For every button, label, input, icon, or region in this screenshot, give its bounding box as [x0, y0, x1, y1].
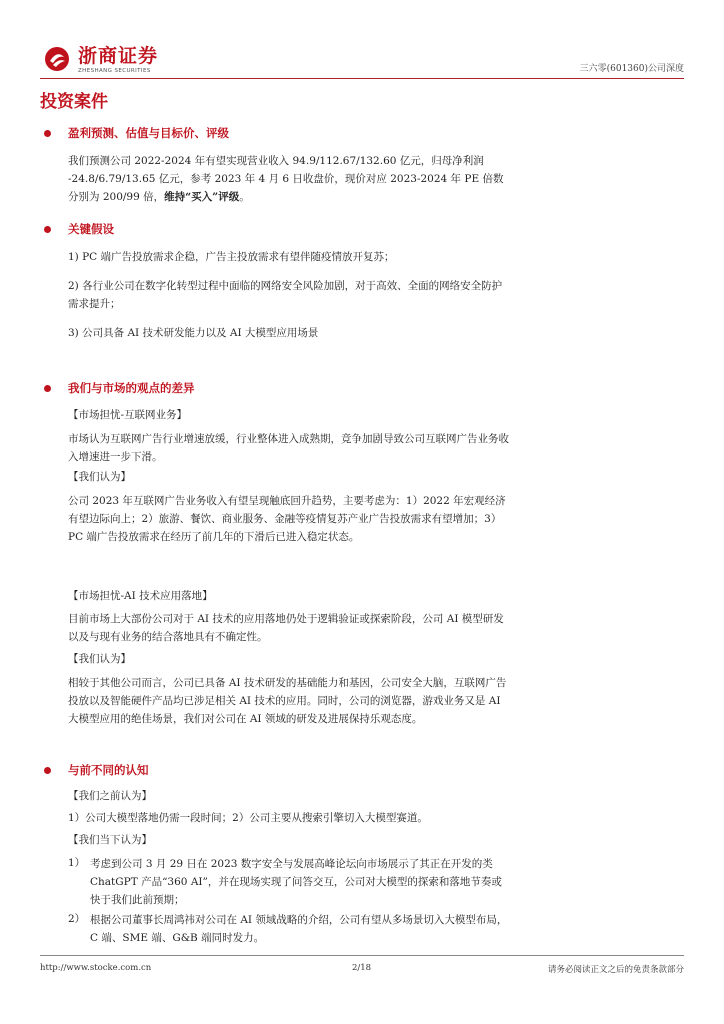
page-title: 投资案件	[40, 92, 108, 112]
section-title-new-view: 与前不同的认知	[68, 763, 149, 777]
brand-name: 浙商证券	[78, 45, 159, 67]
page-number: 2/18	[352, 963, 372, 973]
market-concern-text: 市场认为互联网广告行业增速放缓，行业整体进入成熟期，竞争加剧导致公司互联网广告业务收入增速进一步下滑。	[68, 433, 509, 463]
brand-name-en: ZHESHANG SECURITIES	[78, 68, 151, 74]
assumption-item: 3) 公司具备 AI 技术研发能力以及 AI 大模型应用场景	[68, 327, 319, 339]
disclaimer-note: 请务必阅读正文之后的免责条款部分	[547, 965, 684, 975]
section-bullet	[44, 385, 51, 392]
section-bullet	[44, 767, 51, 774]
our-view-tag: 【我们认为】	[68, 471, 131, 483]
list-number: 2）	[68, 913, 86, 925]
header-divider	[40, 78, 684, 79]
section-title-difference: 我们与市场的观点的差异	[68, 381, 195, 395]
current-view-tag: 【我们当下认为】	[68, 834, 152, 846]
forecast-paragraph: 我们预测公司 2022-2024 年有望实现营业收入 94.9/112.67/132.60 亿元，归母净利润 -24.8/6.79/13.65 亿元，参考 2023 年 4 月 6 日收盘价，现价对应 2023-2024 年 PE 倍数分别为 200/99 倍，维持“买入”评级。	[68, 155, 504, 203]
report-tag: 三六零(601360)公司深度	[579, 64, 684, 74]
footer-divider	[40, 955, 684, 956]
current-view-item: 根据公司董事长周鸿祎对公司在 AI 领域战略的介绍，公司有望从多场景切入大模型布局，C 端、SME 端、G&B 端同时发力。	[90, 914, 508, 944]
list-number: 1）	[68, 857, 86, 869]
our-view-text: 公司 2023 年互联网广告业务收入有望呈现触底回升趋势，主要考虑为：1）2022 年宏观经济有望边际向上；2）旅游、餐饮、商业服务、金融等疫情复苏产业广告投放需求有望增加；3）PC 端广告投放需求在经历了前几年的下滑后已进入稳定状态。	[68, 495, 506, 543]
our-view-text: 相较于其他公司而言，公司已具备 AI 技术研发的基础能力和基因，公司安全大脑，互联网广告投放以及智能硬件产品均已涉足相关 AI 技术的应用。同时，公司的浏览器，游戏业务又是 AI 大模型应用的绝佳场景，我们对公司在 AI 领域的研发及进展保持乐观态度。	[68, 677, 507, 725]
market-concern-text: 目前市场上大部份公司对于 AI 技术的应用落地仍处于逻辑验证或探索阶段，公司 AI 模型研发以及与现有业务的结合落地具有不确定性。	[68, 613, 504, 643]
previous-view-tag: 【我们之前认为】	[68, 790, 152, 802]
section-bullet	[44, 226, 51, 233]
zheshang-logo-icon	[44, 46, 70, 72]
current-view-item: 考虑到公司 3 月 29 日在 2023 数字安全与发展高峰论坛向市场展示了其正在开发的类 ChatGPT 产品“360 AI”，并在现场实现了问答交互，公司对大模型的探索和落地节奏或快于我们此前预期；	[90, 858, 502, 906]
market-concern-tag: 【市场担忧-AI 技术应用落地】	[68, 590, 213, 602]
footer-url[interactable]: http://www.stocke.com.cn	[40, 963, 152, 973]
previous-view-text: 1）公司大模型落地仍需一段时间；2）公司主要从搜索引擎切入大模型赛道。	[68, 812, 428, 824]
section-title-forecast: 盈利预测、估值与目标价、评级	[68, 126, 229, 140]
market-concern-tag: 【市场担忧-互联网业务】	[68, 409, 188, 421]
assumption-item: 1) PC 端广告投放需求企稳，广告主投放需求有望伴随疫情放开复苏；	[68, 251, 395, 263]
rating-text: 维持“买入”评级	[164, 191, 240, 203]
our-view-tag: 【我们认为】	[68, 653, 131, 665]
section-title-assumptions: 关键假设	[68, 222, 114, 236]
assumption-item: 2) 各行业公司在数字化转型过程中面临的网络安全风险加剧，对于高效、全面的网络安全防护需求提升；	[68, 280, 503, 310]
section-bullet	[44, 130, 51, 137]
